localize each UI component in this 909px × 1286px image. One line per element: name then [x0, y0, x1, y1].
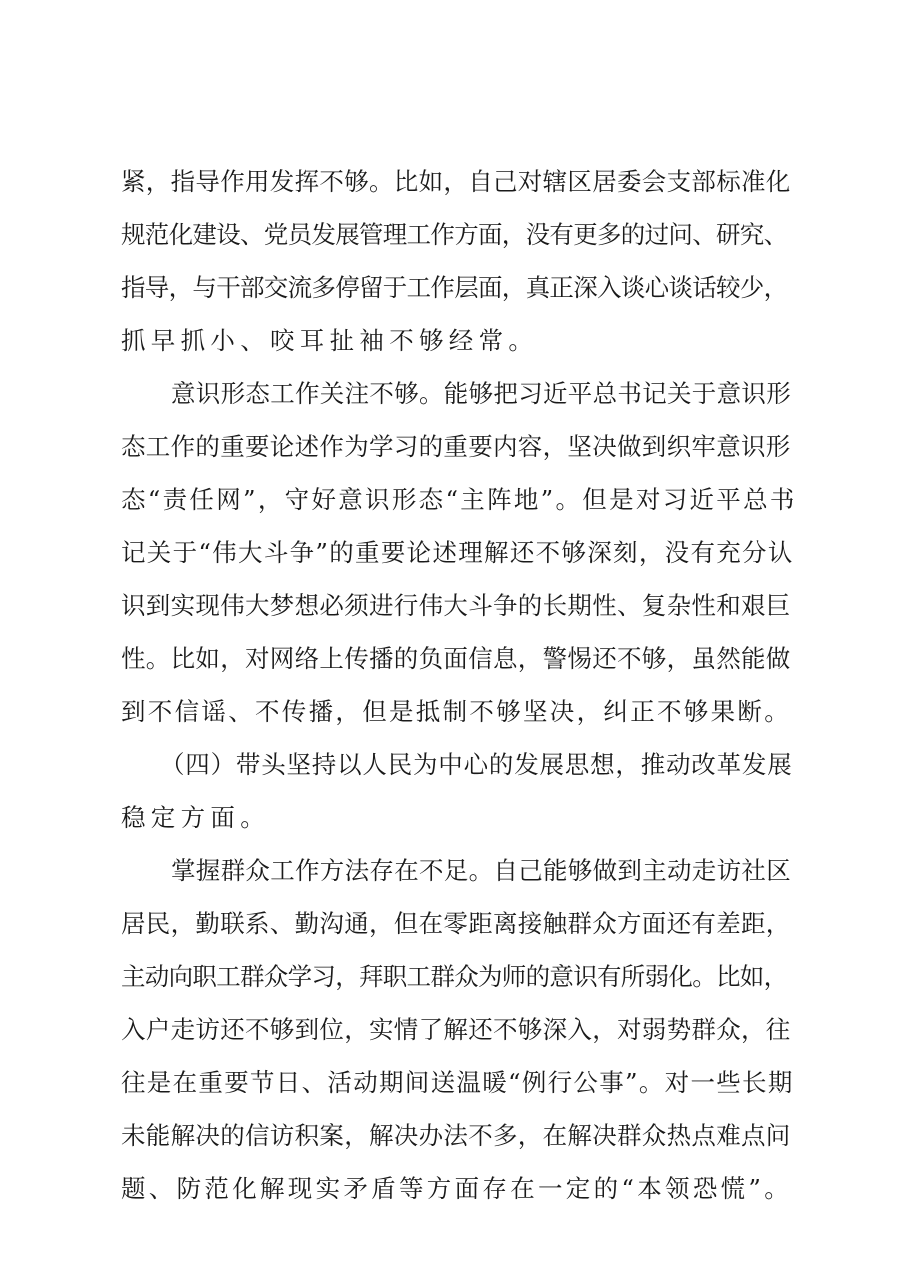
text-line: 紧，指导作用发挥不够。比如，自己对辖区居委会支部标准化 — [121, 167, 791, 196]
text-line: 未能解决的信访积案，解决办法不多，在解决群众热点难点问 — [121, 1121, 791, 1150]
text-line: 入户走访还不够到位，实情了解还不够深入，对弱势群众，往 — [121, 1015, 791, 1044]
text-line: 规范化建设、党员发展管理工作方面，没有更多的过问、研究、 — [121, 220, 788, 249]
text-line: 指导，与干部交流多停留于工作层面，真正深入谈心谈话较少， — [121, 273, 788, 302]
text-line: 到不信谣、不传播，但是抵制不够坚决，纠正不够果断。 — [121, 697, 791, 726]
paragraph-first-line: 掌握群众工作方法存在不足。自己能够做到主动走访社区 — [171, 856, 791, 885]
text-line: 主动向职工群众学习，拜职工群众为师的意识有所弱化。比如， — [121, 962, 788, 991]
text-line: 居民，勤联系、勤沟通，但在零距离接触群众方面还有差距， — [121, 909, 791, 938]
section-heading: （四）带头坚持以人民为中心的发展思想，推动改革发展 — [160, 750, 793, 779]
text-line: 性。比如，对网络上传播的负面信息，警惕还不够，虽然能做 — [121, 644, 791, 673]
text-line: 记关于“伟大斗争”的重要论述理解还不够深刻，没有充分认 — [121, 538, 794, 567]
text-line: 往是在重要节日、活动期间送温暖“例行公事”。对一些长期 — [121, 1068, 794, 1097]
text-line: 识到实现伟大梦想必须进行伟大斗争的长期性、复杂性和艰巨 — [121, 591, 791, 620]
paragraph-first-line: 意识形态工作关注不够。能够把习近平总书记关于意识形 — [171, 379, 791, 408]
text-line: 态工作的重要论述作为学习的重要内容，坚决做到织牢意识形 — [121, 432, 791, 461]
text-line: 态“责任网”，守好意识形态“主阵地”。但是对习近平总书 — [121, 485, 797, 514]
section-heading-continued: 稳定方面。 — [121, 803, 270, 832]
text-line: 题、防范化解现实矛盾等方面存在一定的“本领恐慌”。 — [121, 1174, 793, 1203]
text-line: 抓早抓小、咬耳扯袖不够经常。 — [121, 326, 539, 355]
